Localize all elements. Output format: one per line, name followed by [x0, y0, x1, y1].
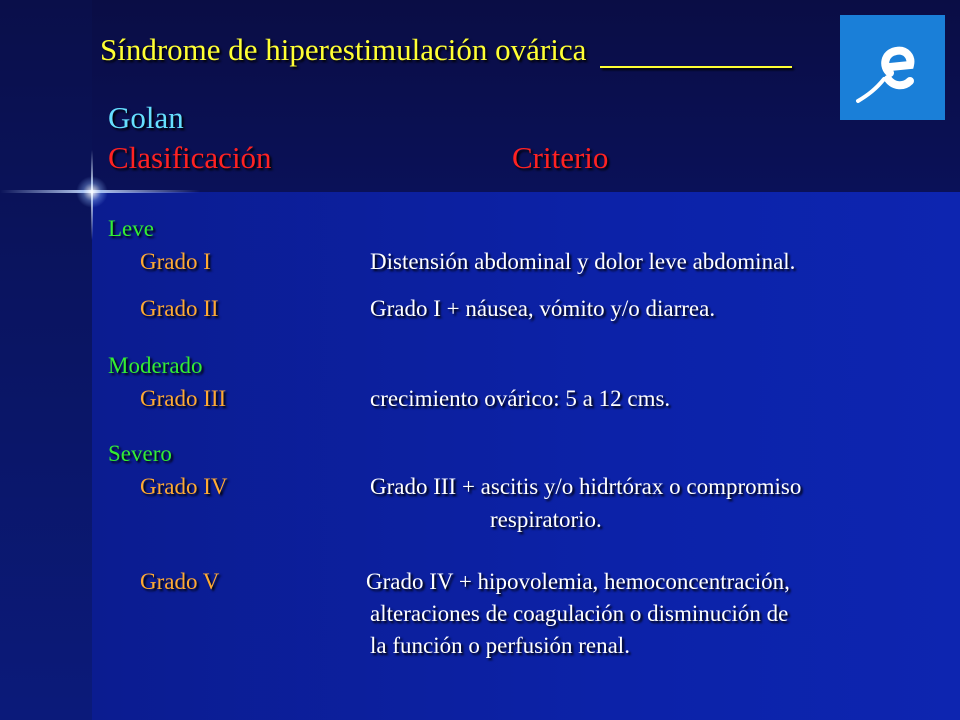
slide-title: Síndrome de hiperestimulación ovárica: [100, 32, 587, 67]
light-flare-glow: [76, 176, 108, 208]
category-severo: Severo: [108, 441, 172, 466]
category-leve: Leve: [108, 216, 154, 241]
grade-4-criterion-line-1: Grado III + ascitis y/o hidrtórax o compromiso: [370, 474, 802, 499]
grade-4-label: Grado IV: [140, 474, 228, 499]
header-criterion: Criterio: [512, 140, 609, 175]
grade-2-label: Grado II: [140, 296, 219, 321]
grade-5-criterion-line-2: alteraciones de coagulación o disminución de: [370, 601, 789, 626]
header-classification: Clasificación: [108, 140, 272, 175]
grade-5-criterion-line-3: la función o perfusión renal.: [370, 633, 630, 658]
grade-1-label: Grado I: [140, 249, 211, 274]
background-left-band: [0, 0, 92, 720]
grade-5-criterion-line-1: Grado IV + hipovolemia, hemoconcentración,: [366, 569, 790, 594]
sperm-e-logo-icon: [840, 15, 945, 120]
grade-3-label: Grado III: [140, 386, 227, 411]
grade-5-label: Grado V: [140, 569, 220, 594]
title-underline: [600, 66, 792, 68]
grade-1-criterion: Distensión abdominal y dolor leve abdominal.: [370, 249, 796, 274]
grade-3-criterion: crecimiento ovárico: 5 a 12 cms.: [370, 386, 671, 411]
category-moderado: Moderado: [108, 353, 203, 378]
grade-2-criterion: Grado I + náusea, vómito y/o diarrea.: [370, 296, 716, 321]
author-name: Golan: [108, 100, 184, 135]
grade-4-criterion-line-2: respiratorio.: [490, 507, 602, 532]
